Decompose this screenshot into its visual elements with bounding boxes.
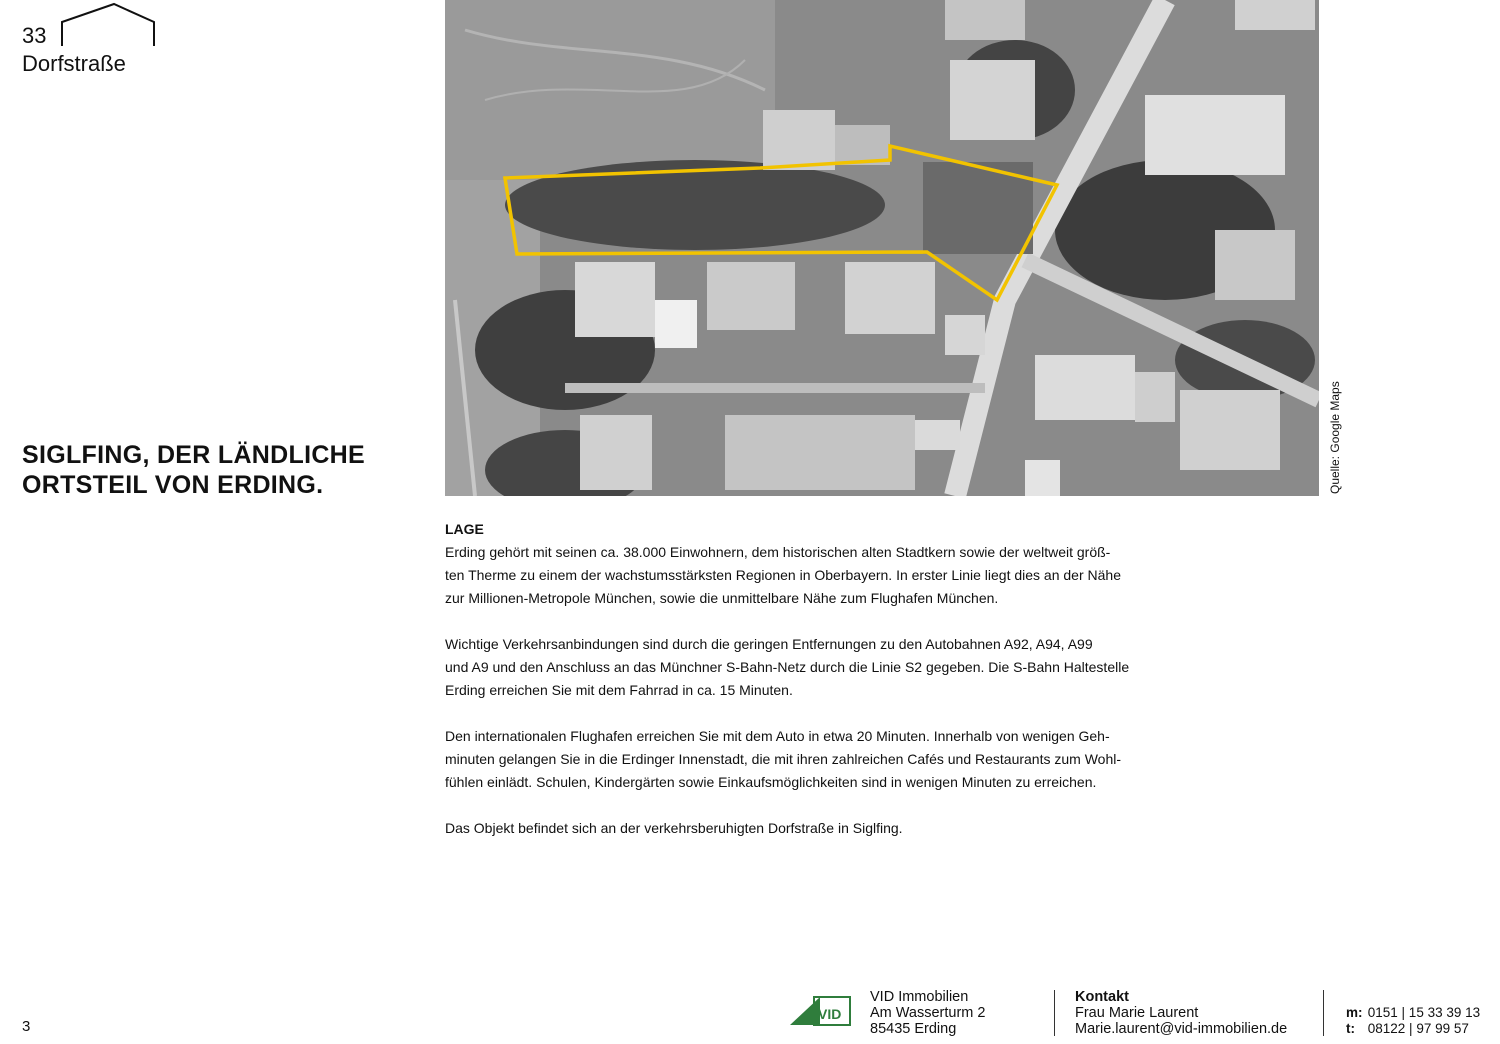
page-headline [22,440,422,500]
contact-block [1075,989,1287,1037]
house-roof-icon [60,2,180,48]
company-street: Am Wasserturm 2 [870,1005,986,1021]
paragraph-3: Den internationalen Flughafen erreichen Sie mit dem Auto in etwa 20 Minuten. Innerhalb von wenigen Geh- minuten gelangen Sie in die Erdinger Innenstadt, die mit ihren zahlreichen Cafés und Restaurants zum Wohl- fühlen einlädt. Schulen, Kindergärten sowie Einkaufsmöglichkeiten sind in wenigen Minuten zu erreichen. [445,728,1122,790]
vid-logo-mark [790,991,852,1031]
phone-number[interactable]: 08122 | 97 99 57 [1367,1021,1469,1036]
mobile-prefix: m: [1346,1005,1363,1020]
location-description [445,518,1205,863]
phone-line [1346,1021,1480,1037]
contact-email[interactable]: Marie.laurent@vid-immobilien.de [1075,1021,1288,1037]
headline-line-2: ORTSTEIL VON ERDING. [22,471,324,499]
section-heading: LAGE [445,521,484,537]
paragraph-4: Das Objekt befindet sich an der verkehrsberuhigten Dorfstraße in Siglfing. [445,820,903,836]
footer-divider [1054,990,1055,1036]
vid-logo-text: VID [818,1006,842,1022]
footer-divider [1323,990,1324,1036]
headline-line-1: SIGLFING, DER LÄNDLICHE [22,441,366,469]
phone-block [1346,1005,1480,1037]
aerial-map [445,0,1319,496]
vid-logo [790,991,852,1031]
paragraph-2: Wichtige Verkehrsanbindungen sind durch die geringen Entfernungen zu den Autobahnen A92, A94, A99 und A9 und den Anschluss an das Münchner S-Bahn-Netz durch die Linie S2 gegeben. Die S-Bahn Haltestelle Erding erreichen Sie mit dem Fahrrad in ca. 15 Minuten. [445,636,1130,698]
contact-label: Kontakt [1075,989,1129,1005]
map-source-credit: Quelle: Google Maps [1328,381,1342,494]
company-city: 85435 Erding [870,1021,957,1037]
phone-prefix: t: [1346,1021,1355,1036]
company-address [870,989,985,1037]
logo-name: Dorfstraße [22,51,126,76]
contact-person: Frau Marie Laurent [1075,1005,1199,1021]
brand-logo [22,2,162,76]
page-number: 3 [22,1018,31,1035]
aerial-map-image [445,0,1319,496]
logo-number: 33 [22,23,47,48]
mobile-number[interactable]: 0151 | 15 33 39 13 [1367,1005,1481,1020]
paragraph-1: Erding gehört mit seinen ca. 38.000 Einwohnern, dem historischen alten Stadtkern sowie der weltweit größ- ten Therme zu einem der wachstumsstärksten Regionen in Oberbayern. In erster Linie liegt dies an der Nähe zur Millionen-Metropole München, sowie die unmittelbare Nähe zum Flughafen München. [445,544,1121,606]
mobile-line [1346,1005,1480,1021]
company-name: VID Immobilien [870,989,969,1005]
